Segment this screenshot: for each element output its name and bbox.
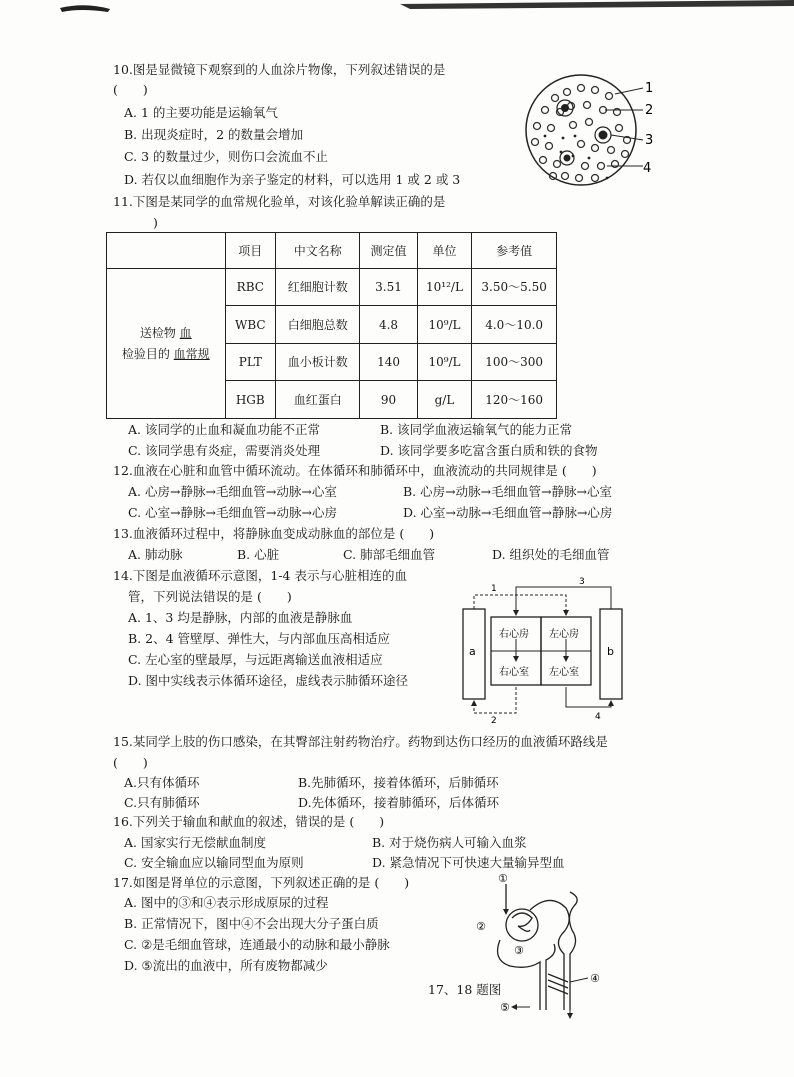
blood-test-report-table bbox=[106, 232, 557, 419]
nephron-label-1: ① bbox=[498, 872, 508, 885]
q13-option-d[interactable]: D. 组织处的毛细血管 bbox=[492, 547, 610, 562]
q13-option-c[interactable]: C. 肺部毛细血管 bbox=[343, 547, 436, 562]
q17-option-b[interactable]: B. 正常情况下，图中④不会出现大分子蛋白质 bbox=[124, 916, 379, 931]
q14-option-a[interactable]: A. 1、3 均是静脉，内部的血液是静脉血 bbox=[128, 610, 353, 625]
q16-option-a[interactable]: A. 国家实行无偿献血制度 bbox=[124, 835, 266, 850]
vessel-1-label: 1 bbox=[491, 584, 497, 594]
organ-b-label: b bbox=[607, 645, 614, 658]
q10-option-a[interactable]: A. 1 的主要功能是运输氧气 bbox=[124, 105, 278, 120]
table-header: 参考值 bbox=[472, 233, 557, 269]
q14-option-d[interactable]: D. 图中实线表示体循环途径，虚线表示肺循环途径 bbox=[128, 673, 409, 688]
q17-figure-caption: 17、18 题图 bbox=[428, 982, 502, 997]
table-header: 中文名称 bbox=[276, 233, 360, 269]
q11-option-c[interactable]: C. 该同学患有炎症，需要消炎处理 bbox=[128, 443, 321, 458]
circulation-diagram bbox=[455, 575, 635, 725]
right-atrium-label: 右心房 bbox=[499, 629, 529, 640]
table-header-row bbox=[107, 233, 557, 269]
q17-option-a[interactable]: A. 图中的③和④表示形成原尿的过程 bbox=[124, 895, 329, 910]
blood-smear-figure bbox=[515, 70, 665, 195]
q13-stem: 13.血液循环过程中，将静脉血变成动脉血的部位是 ( ) bbox=[113, 526, 435, 541]
q17-stem: 17.如图是肾单位的示意图，下列叙述正确的是 ( ) bbox=[113, 875, 410, 890]
right-ventricle-label: 右心室 bbox=[499, 667, 529, 678]
nephron-label-4: ④ bbox=[590, 972, 600, 985]
q12-option-a[interactable]: A. 心房→静脉→毛细血管→动脉→心室 bbox=[128, 484, 337, 499]
table-cell: RBC bbox=[225, 269, 276, 306]
q15-stem: 15.某同学上肢的伤口感染，在其臀部注射药物治疗。药物到达伤口经历的血液循环路线是 bbox=[113, 734, 608, 749]
smear-label-3: 3 bbox=[645, 133, 654, 148]
q15-option-b[interactable]: B.先肺循环，接着体循环，后肺循环 bbox=[298, 775, 499, 790]
vessel-2-label: 2 bbox=[491, 716, 497, 725]
table-corner-cell bbox=[107, 233, 226, 269]
table-cell: 100～300 bbox=[472, 344, 557, 381]
q13-option-b[interactable]: B. 心脏 bbox=[237, 547, 280, 562]
q16-option-d[interactable]: D. 紧急情况下可快速大量输异型血 bbox=[372, 855, 565, 870]
q13-option-a[interactable]: A. 肺动脉 bbox=[128, 547, 183, 562]
table-header: 单位 bbox=[417, 233, 472, 269]
smear-label-1: 1 bbox=[645, 81, 654, 96]
table-cell: 血小板计数 bbox=[276, 344, 360, 381]
q16-stem: 16.下列关于输血和献血的叙述，错误的是 ( ) bbox=[113, 814, 385, 829]
nephron-label-3: ③ bbox=[514, 944, 524, 957]
q10-stem: 10.图是显微镜下观察到的人血涂片物像，下列叙述错误的是 bbox=[113, 62, 446, 77]
scan-edge-artifact bbox=[0, 0, 794, 14]
table-cell: 3.50～5.50 bbox=[472, 269, 557, 306]
vessel-4-label: 4 bbox=[595, 712, 601, 722]
q10-option-d[interactable]: D. 若仅以血细胞作为亲子鉴定的材料，可以选用 1 或 2 或 3 bbox=[124, 172, 461, 187]
table-cell: 140 bbox=[360, 344, 417, 381]
organ-a-label: a bbox=[469, 645, 476, 658]
q10-option-c[interactable]: C. 3 的数量过少，则伤口会流血不止 bbox=[124, 149, 328, 164]
q15-option-d[interactable]: D.先体循环，接着肺循环，后体循环 bbox=[298, 795, 500, 810]
table-cell: 10⁹/L bbox=[417, 344, 472, 381]
q15-option-a[interactable]: A.只有体循环 bbox=[124, 775, 200, 790]
q14-stem-line2: 管，下列说法错误的是 ( ) bbox=[128, 589, 292, 604]
q17-option-d[interactable]: D. ⑤流出的血液中，所有废物都减少 bbox=[124, 958, 328, 973]
table-cell: 10⁹/L bbox=[417, 306, 472, 344]
q15-paren: ( ) bbox=[113, 755, 148, 770]
nephron-label-5: ⑤ bbox=[500, 1001, 510, 1014]
table-row bbox=[107, 269, 557, 306]
nephron-label-2: ② bbox=[476, 920, 486, 933]
nephron-diagram bbox=[470, 870, 610, 1025]
table-header: 项目 bbox=[225, 233, 276, 269]
q14-option-b[interactable]: B. 2、4 管壁厚、弹性大，与内部血压高相适应 bbox=[128, 631, 391, 646]
table-cell: PLT bbox=[225, 344, 276, 381]
left-atrium-label: 左心房 bbox=[549, 629, 579, 640]
table-cell: HGB bbox=[225, 381, 276, 419]
q10-option-b[interactable]: B. 出现炎症时，2 的数量会增加 bbox=[124, 127, 304, 142]
q12-stem: 12.血液在心脏和血管中循环流动。在体循环和肺循环中，血液流动的共同规律是 ( ) bbox=[113, 463, 597, 478]
table-cell: 红细胞计数 bbox=[276, 269, 360, 306]
specimen-info-cell bbox=[107, 269, 226, 419]
table-cell: 血红蛋白 bbox=[276, 381, 360, 419]
q12-option-d[interactable]: D. 心室→动脉→毛细血管→静脉→心房 bbox=[403, 505, 613, 520]
table-cell: 4.0～10.0 bbox=[472, 306, 557, 344]
vessel-3-label: 3 bbox=[579, 577, 585, 587]
q11-paren: ) bbox=[153, 215, 158, 230]
q14-stem-line1: 14.下图是血液循环示意图，1-4 表示与心脏相连的血 bbox=[113, 568, 407, 583]
q12-option-c[interactable]: C. 心室→静脉→毛细血管→动脉→心房 bbox=[128, 505, 337, 520]
specimen-label: 送检物 bbox=[139, 326, 176, 341]
q17-option-c[interactable]: C. ②是毛细血管球，连通最小的动脉和最小静脉 bbox=[124, 937, 390, 952]
q12-option-b[interactable]: B. 心房→动脉→毛细血管→静脉→心室 bbox=[403, 484, 613, 499]
table-cell: 白细胞总数 bbox=[276, 306, 360, 344]
table-cell: 120～160 bbox=[472, 381, 557, 419]
table-cell: 10¹²/L bbox=[417, 269, 472, 306]
q10-paren: ( ) bbox=[113, 82, 148, 97]
q14-option-c[interactable]: C. 左心室的壁最厚，与远距离输送血液相适应 bbox=[128, 652, 383, 667]
smear-label-2: 2 bbox=[645, 103, 654, 118]
q16-option-b[interactable]: B. 对于烧伤病人可输入血浆 bbox=[372, 835, 527, 850]
test-purpose-label: 检验目的 bbox=[121, 346, 170, 361]
table-cell: 3.51 bbox=[360, 269, 417, 306]
left-ventricle-label: 左心室 bbox=[549, 667, 579, 678]
table-header: 测定值 bbox=[360, 233, 417, 269]
q15-option-c[interactable]: C.只有肺循环 bbox=[124, 795, 200, 810]
specimen-value: 血 bbox=[179, 326, 192, 341]
table-cell: 90 bbox=[360, 381, 417, 419]
q11-stem: 11.下图是某同学的血常规化验单，对该化验单解读正确的是 bbox=[113, 194, 446, 209]
table-cell: 4.8 bbox=[360, 306, 417, 344]
q11-option-b[interactable]: B. 该同学血液运输氧气的能力正常 bbox=[380, 422, 573, 437]
table-cell: g/L bbox=[417, 381, 472, 419]
q11-option-a[interactable]: A. 该同学的止血和凝血功能不正常 bbox=[128, 422, 320, 437]
q11-option-d[interactable]: D. 该同学要多吃富含蛋白质和铁的食物 bbox=[380, 443, 598, 458]
smear-label-4: 4 bbox=[643, 161, 652, 176]
test-purpose-value: 血常规 bbox=[173, 346, 210, 361]
table-cell: WBC bbox=[225, 306, 276, 344]
q16-option-c[interactable]: C. 安全输血应以输同型血为原则 bbox=[124, 855, 304, 870]
